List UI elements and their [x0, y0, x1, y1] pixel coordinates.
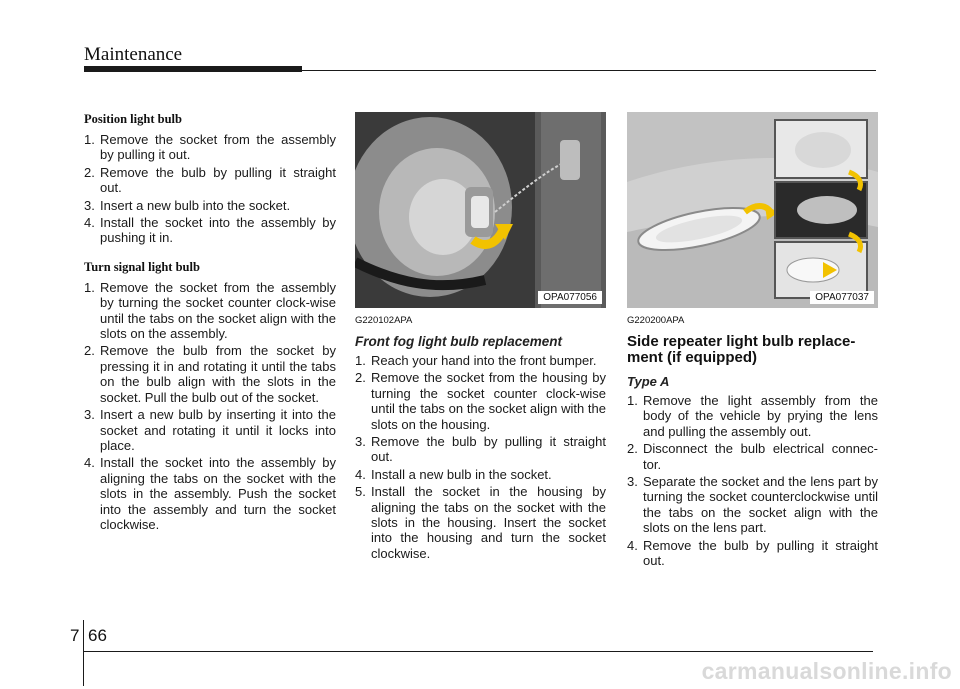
step-item: 1. Remove the socket from the assembly by pulling it out.: [84, 132, 336, 163]
step-item: 1. Remove the socket from the assembly by turning the socket counter clock-wise until the tabs on the socket align with the slots on the assembly.: [84, 279, 336, 342]
step-item: 4. Install the socket into the assembly by aligning the tabs on the socket with the slots in the assembly. Push the socket into the assembly and turn the socket clockwise.: [84, 455, 336, 532]
figure-code-label: OPA077037: [810, 291, 874, 304]
step-item: 3. Insert a new bulb into the socket.: [84, 197, 291, 213]
section-heading-position-light: Position light bulb: [84, 112, 182, 126]
page-header-title: Maintenance: [84, 44, 183, 65]
watermark-text: carmanualsonline.info: [701, 658, 952, 684]
header-rule-thin: [302, 70, 876, 71]
turn-signal-steps: [84, 280, 336, 533]
footer-horizontal-rule: [83, 651, 873, 652]
page-number: 66: [88, 626, 107, 645]
side-repeater-steps: [627, 393, 878, 568]
column-middle: [355, 112, 606, 575]
step-item: 4. Install a new bulb in the socket.: [355, 466, 552, 482]
fog-light-steps: [355, 353, 606, 561]
fog-light-figure: [355, 112, 606, 308]
step-item: 3. Insert a new bulb by inserting it into the socket and rotating it until it locks into place.: [84, 407, 336, 453]
step-item: 4. Install the socket into the assembly by pushing it in.: [84, 215, 336, 246]
footer-vertical-rule: [83, 620, 84, 686]
section-code: G220200APA: [627, 315, 685, 326]
subsection-type-a: Type A: [627, 374, 670, 389]
section-code: G220102APA: [355, 315, 413, 326]
section-heading-turn-signal: Turn signal light bulb: [84, 259, 200, 274]
column-right: [627, 112, 878, 582]
step-item: 2. Disconnect the bulb electrical connec-tor.: [627, 441, 878, 472]
step-item: 1. Reach your hand into the front bumper.: [355, 353, 597, 368]
step-item: 1. Remove the light assembly from the body of the vehicle by prying the lens and pulling the assembly out.: [627, 393, 878, 439]
section-title-fog-light: Front fog light bulb replacement: [355, 334, 562, 349]
chapter-number: 7: [70, 626, 80, 645]
fog-light-illustration: [355, 112, 606, 308]
section-title-side-repeater: Side repeater light bulb replace-ment (if equipped): [627, 333, 856, 366]
column-left: [84, 112, 336, 546]
step-item: 4. Remove the bulb by pulling it straight out.: [627, 537, 878, 569]
step-item: 3. Remove the bulb by pulling it straight out.: [355, 434, 606, 465]
step-item: 2. Remove the socket from the housing by turning the socket counter clock-wise until the tabs on the socket align with the slots on the housing.: [355, 370, 606, 432]
position-light-steps: [84, 132, 336, 246]
step-item: 2. Remove the bulb from the socket by pressing it in and rotating it until the tabs on the bulb align with the slots in the socket. Pull the bulb out of the socket.: [84, 343, 336, 405]
step-item: 2. Remove the bulb by pulling it straight out.: [84, 164, 336, 196]
side-repeater-figure: [627, 112, 878, 308]
step-item: 5. Install the socket in the housing by aligning the tabs on the socket with the slots in the housing. Insert the socket into the housing and turn the socket clockwise.: [355, 484, 606, 561]
header-rule-thick: [84, 66, 302, 72]
figure-code-label: OPA077056: [538, 291, 602, 304]
side-repeater-illustration: [627, 112, 878, 308]
step-item: 3. Separate the socket and the lens part by turning the socket counterclockwise until the tabs on the socket align with the slots on the lens part.: [627, 474, 878, 536]
